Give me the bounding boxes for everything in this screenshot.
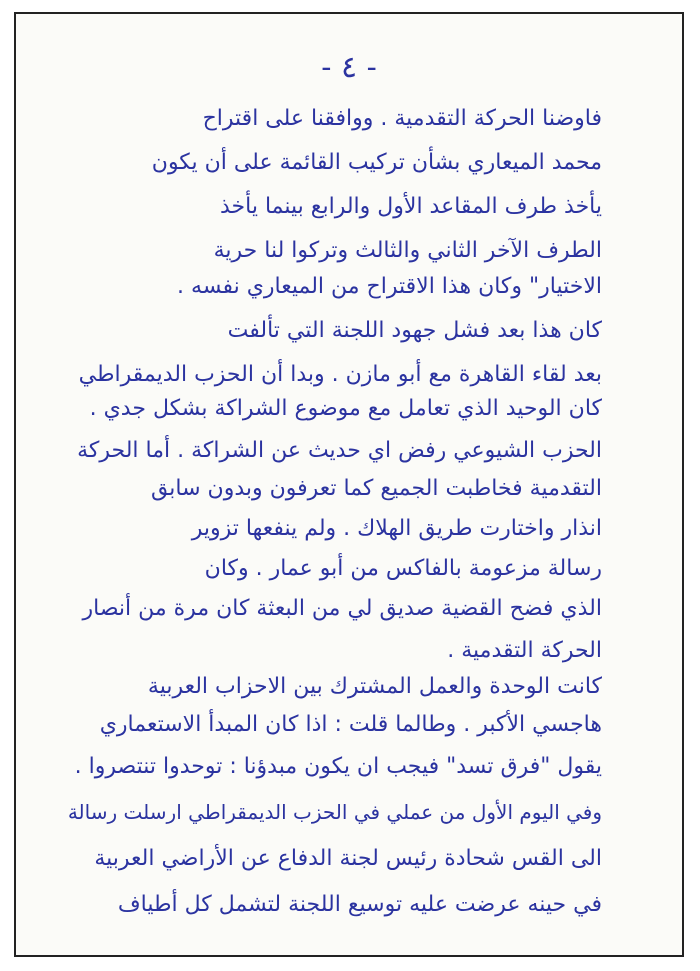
text-line: كانت الوحدة والعمل المشترك بين الاحزاب العربية — [147, 674, 602, 699]
text-line: الاختيار" وكان هذا الاقتراح من الميعاري نفسه . — [177, 274, 602, 299]
text-line: يقول "فرق تسد" فيجب ان يكون مبدؤنا : توحدوا تنتصروا . — [74, 754, 602, 779]
text-line: الحزب الشيوعي رفض اي حديث عن الشراكة . أما الحركة — [77, 438, 602, 463]
text-line: التقدمية فخاطبت الجميع كما تعرفون وبدون سابق — [150, 476, 602, 501]
text-line: كان الوحيد الذي تعامل مع موضوع الشراكة بشكل جدي . — [89, 396, 602, 421]
text-line: يأخذ طرف المقاعد الأول والرابع بينما يأخذ — [219, 194, 602, 219]
text-line: في حينه عرضت عليه توسيع اللجنة لتشمل كل أطياف — [117, 892, 602, 917]
text-line: محمد الميعاري بشأن تركيب القائمة على أن يكون — [151, 150, 602, 175]
document-page — [14, 12, 684, 957]
text-line: الى القس شحادة رئيس لجنة الدفاع عن الأراضي العربية — [94, 846, 602, 871]
text-line: فاوضنا الحركة التقدمية . ووافقنا على اقتراح — [202, 106, 602, 131]
text-line: وفي اليوم الأول من عملي في الحزب الديمقراطي ارسلت رسالة — [67, 800, 602, 824]
page-number: - ٤ - — [321, 50, 377, 85]
text-line: الحركة التقدمية . — [447, 638, 602, 663]
text-line: رسالة مزعومة بالفاكس من أبو عمار . وكان — [204, 556, 602, 581]
text-line: الذي فضح القضية صديق لي من البعثة كان مرة من أنصار — [82, 596, 602, 621]
text-line: كان هذا بعد فشل جهود اللجنة التي تألفت — [227, 318, 602, 343]
text-line: انذار واختارت طريق الهلاك . ولم ينفعها تزوير — [191, 516, 602, 541]
text-line: الطرف الآخر الثاني والثالث وتركوا لنا حرية — [213, 238, 602, 263]
text-line: بعد لقاء القاهرة مع أبو مازن . وبدا أن الحزب الديمقراطي — [78, 362, 602, 387]
text-line: هاجسي الأكبر . وطالما قلت : اذا كان المبدأ الاستعماري — [99, 712, 602, 737]
